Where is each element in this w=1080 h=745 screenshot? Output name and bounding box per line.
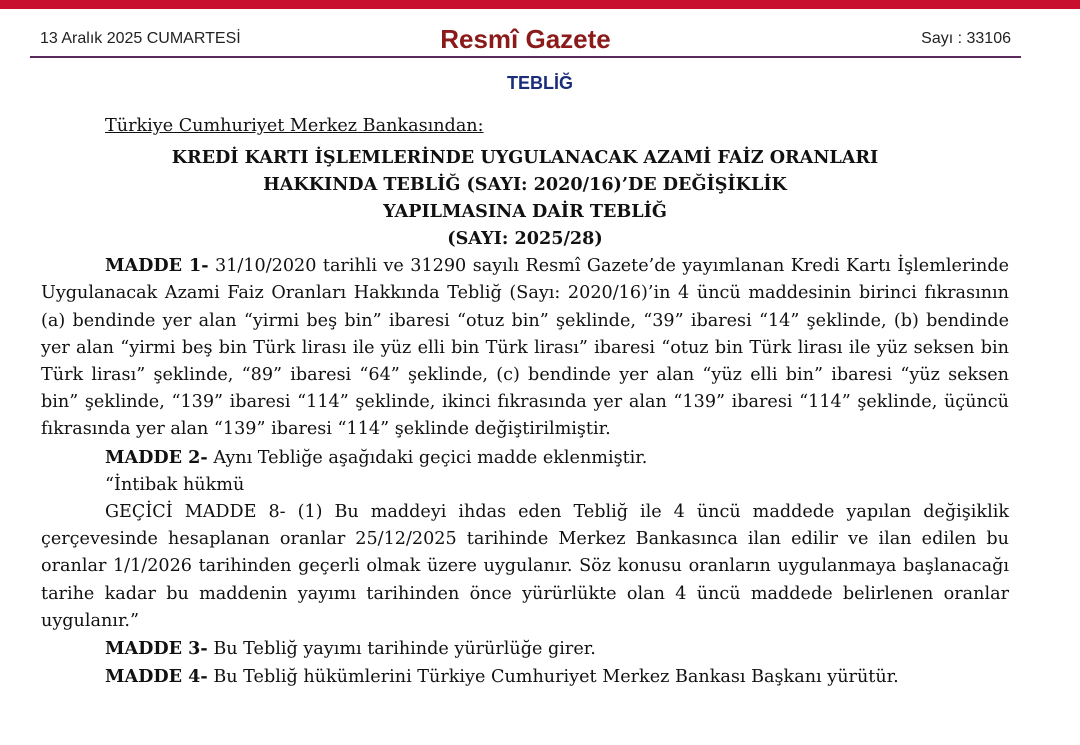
gazette-logo-title: Resmî Gazete <box>440 24 611 54</box>
top-accent-bar <box>0 0 1080 9</box>
document-body <box>41 113 1009 691</box>
article-1-text: 31/10/2020 tarihli ve 31290 sayılı Resmî Gazete’de yayımlanan Kredi Kartı İşlemlerinde Uygulanacak Azami Faiz Oranları Hakkında Tebliğ (Sayı: 2020/16)’in 4 üncü maddesinin birinci fıkrasının (a) bendinde yer alan “yirmi beş bin” ibaresi “otuz bin” şeklinde, “39” ibaresi “14” şeklinde, (b) bendinde yer alan “yirmi beş bin Türk lirası ile yüz elli bin Türk lirası” ibaresi “otuz bin Türk lirası ile yüz seksen bin Türk lirası” şeklinde, “89” ibaresi “64” şeklinde, (c) bendinde yer alan “yüz elli bin” ibaresi “yüz seksen bin” şeklinde, “139” ibaresi “114” şeklinde, ikinci fıkrasında yer alan “139” ibaresi “114” şeklinde, üçüncü fıkrasında yer alan “139” ibaresi “114” şeklinde değiştirilmiştir. <box>41 256 1009 440</box>
heading-line-3: YAPILMASINA DAİR TEBLİĞ <box>383 201 667 223</box>
article-2 <box>41 444 1009 472</box>
section-title: TEBLİĞ <box>507 73 573 93</box>
article-4 <box>41 663 1009 691</box>
document-heading <box>41 144 1009 252</box>
article-1-label: MADDE 1- <box>105 255 209 277</box>
article-3-label: MADDE 3- <box>105 638 208 660</box>
issue-date: 13 Aralık 2025 CUMARTESİ <box>40 30 241 47</box>
transition-title: “İntibak hükmü <box>105 474 245 495</box>
article-2-label: MADDE 2- <box>105 446 208 468</box>
article-4-label: MADDE 4- <box>105 666 208 688</box>
heading-line-2: HAKKINDA TEBLİĞ (SAYI: 2020/16)’DE DEĞİŞİKLİK <box>263 174 787 196</box>
article-4-text: Bu Tebliğ hükümlerini Türkiye Cumhuriyet Merkez Bankası Başkanı yürütür. <box>207 667 899 688</box>
heading-line-4: (SAYI: 2025/28) <box>447 228 603 250</box>
masthead <box>30 22 1021 56</box>
issue-number: Sayı : 33106 <box>921 30 1011 47</box>
article-1 <box>41 252 1009 443</box>
issuer-line: Türkiye Cumhuriyet Merkez Bankasından: <box>105 116 484 136</box>
heading-line-1: KREDİ KARTI İŞLEMLERİNDE UYGULANACAK AZAMİ FAİZ ORANLARI <box>171 147 879 169</box>
masthead-divider <box>30 56 1021 58</box>
transition-article: GEÇİCİ MADDE 8- (1) Bu maddeyi ihdas eden Tebliğ ile 4 üncü maddede yapılan değişiklik çerçevesinde hesaplanan oranlar 25/12/2025 tarihinde Merkez Bankasınca ilan edilir ve ilan edilen bu oranlar 1/1/2026 tarihinden geçerli olmak üzere uygulanır. Söz konusu oranların uygulanmaya başlanacağı tarihe kadar bu maddenin yayımı tarihinden önce yürürlükte olan 4 üncü maddede belirlenen oranlar uygulanır.” <box>41 502 1009 631</box>
article-3 <box>41 635 1009 663</box>
article-3-text: Bu Tebliğ yayımı tarihinde yürürlüğe girer. <box>207 639 596 660</box>
article-2-text: Aynı Tebliğe aşağıdaki geçici madde eklenmiştir. <box>207 447 648 468</box>
